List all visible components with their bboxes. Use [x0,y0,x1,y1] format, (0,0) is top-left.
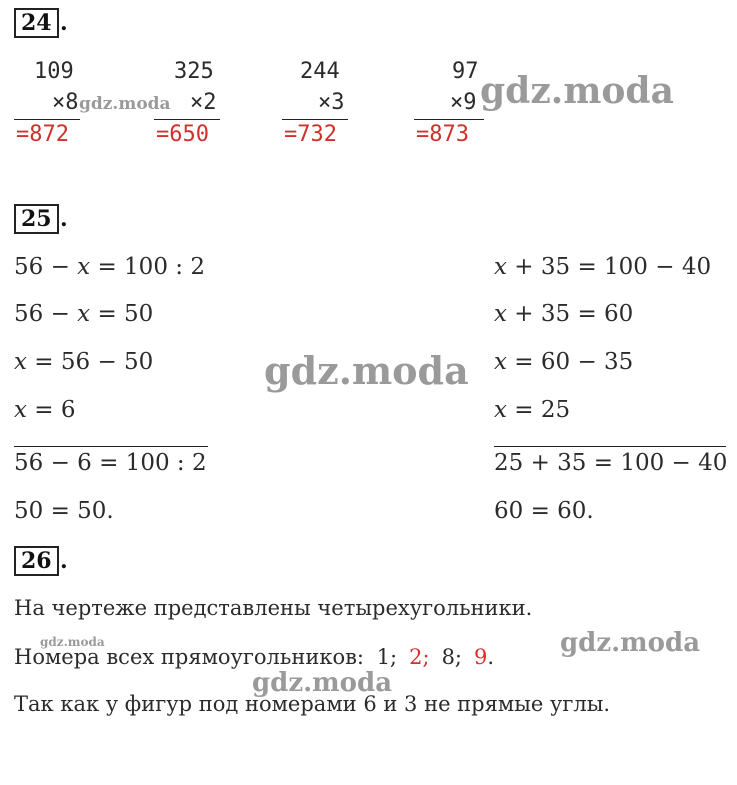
left-check-2: 50 = 50. [14,498,114,524]
watermark: gdz.moda [252,668,393,698]
rectangle-numbers [371,645,488,669]
watermark: gdz.moda [560,628,701,658]
problem-1-multiplier: ×8 [52,90,79,115]
watermark: gdz.moda [40,635,105,649]
task-26-sentence-1: На чертеже представлены четырехугольники. [14,596,533,620]
problem-3-top: 244 [300,59,340,84]
right-check-2: 60 = 60. [494,498,594,524]
task-25-dot: . [60,206,68,232]
left-check-1: 56 − 6 = 100 : 2 [14,450,207,476]
task-26-number: 26 [14,546,59,576]
right-equation-1: x + 35 = 100 − 40 [494,254,712,280]
problem-4-multiplier: ×9 [450,90,477,115]
rectangle-number: 1; [376,645,398,669]
task-25-number: 25 [14,204,59,234]
problem-3-multiplier: ×3 [318,90,345,115]
problem-1-result: =872 [16,122,69,147]
left-equation-4: x = 6 [14,397,76,423]
problem-1-top: 109 [34,59,74,84]
left-equation-3: x = 56 − 50 [14,349,154,375]
task-26-sentence-2: Номера всех прямоугольников: 1; 2; 8; 9. [14,645,495,669]
right-check-1: 25 + 35 = 100 − 40 [494,450,728,476]
right-equation-2: x + 35 = 60 [494,301,634,327]
right-equation-3: x = 60 − 35 [494,349,634,375]
task-24-number: 24 [14,8,59,38]
watermark: gdz.moda [480,70,674,112]
problem-2-multiplier: ×2 [190,90,217,115]
problem-4-rule [414,119,484,120]
task-26-dot: . [60,548,68,574]
problem-2-result: =650 [156,122,209,147]
watermark: gdz.moda [79,94,171,114]
problem-1-rule [14,119,80,120]
rectangle-number: 8; [441,645,462,669]
right-check-rule [494,446,726,447]
problem-3-rule [282,119,348,120]
problem-4-top: 97 [452,59,479,84]
problem-2-top: 325 [174,59,214,84]
task-26-sentence-3: Так как у фигур под номерами 6 и 3 не прямые углы. [14,692,611,716]
task-24-dot: . [60,10,68,36]
rectangle-number: 2; [409,645,430,669]
watermark: gdz.moda [264,348,469,393]
problem-2-rule [154,119,220,120]
problem-4-result: =873 [416,122,469,147]
problem-3-result: =732 [284,122,337,147]
rectangle-number: 9 [474,645,488,669]
left-check-rule [14,446,208,447]
left-equation-2: 56 − x = 50 [14,301,154,327]
left-equation-1: 56 − x = 100 : 2 [14,254,205,280]
right-equation-4: x = 25 [494,397,571,423]
